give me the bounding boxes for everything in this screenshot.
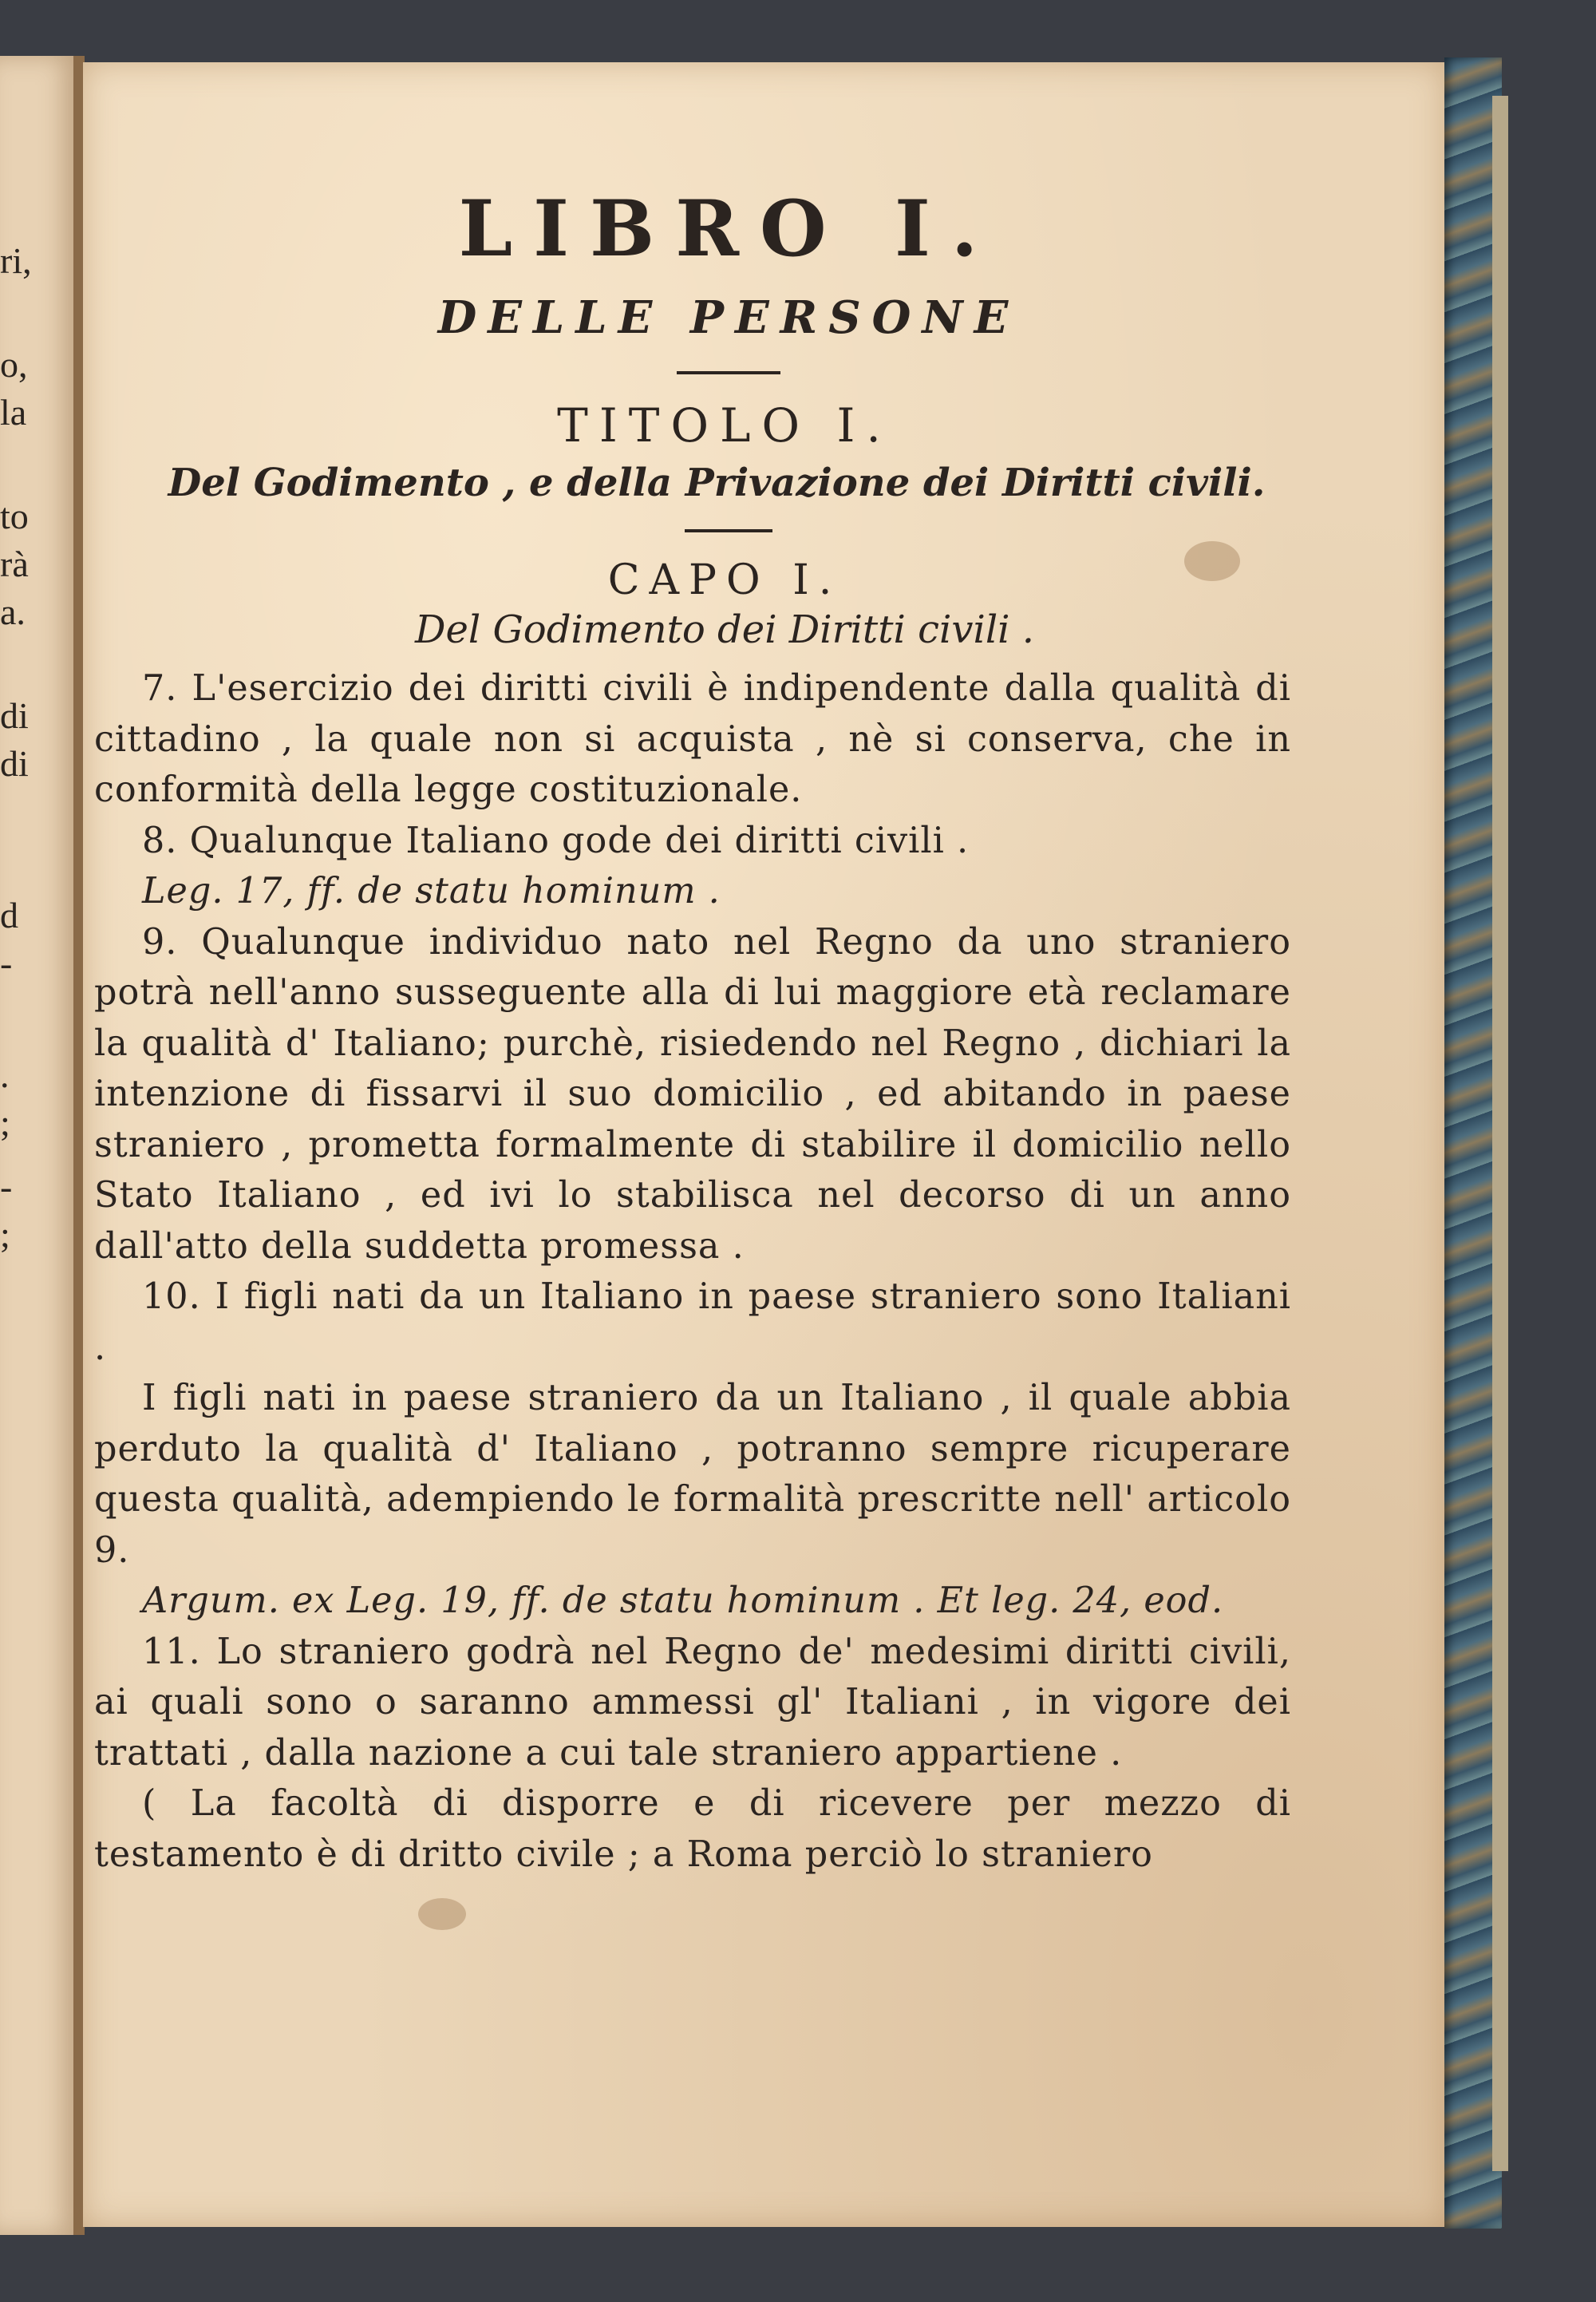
- facing-text-fragment: d: [0, 895, 18, 935]
- article-11: 11. Lo straniero godrà nel Regno de' medesimi diritti civili, ai quali sono o saranno ammessi gl' Italiani , in vigore dei trattati , dalla nazione a cui tale straniero appartiene .: [94, 1631, 1291, 1774]
- page-edge: [1492, 96, 1508, 2171]
- book-title: LIBRO I.: [458, 184, 999, 274]
- article-8-reference: Leg. 17, ff. de statu hominum .: [142, 871, 721, 912]
- book-subtitle: DELLE PERSONE: [437, 291, 1020, 344]
- foxing-spot: [418, 1898, 466, 1930]
- facing-text-fragment: a.: [0, 591, 26, 632]
- article-7: 7. L'esercizio dei diritti civili è indipendente dalla qualità di cittadino , la quale non si acquista , nè si conserva, che in conformità della legge costituzionale.: [94, 668, 1291, 810]
- facing-text-fragment: ;: [0, 1102, 10, 1143]
- facing-text-fragment: la: [0, 392, 27, 433]
- facing-text-fragment: -: [0, 1166, 13, 1207]
- facing-text-fragment: rà: [0, 544, 29, 584]
- title-subtitle: Del Godimento , e della Privazione dei Diritti civili.: [168, 461, 1266, 505]
- article-8: 8. Qualunque Italiano gode dei diritti civili .: [142, 820, 970, 861]
- facing-text-fragment: .: [0, 1054, 10, 1095]
- article-10-paragraph-2: I figli nati in paese straniero da un Italiano , il quale abbia perduto la qualità d' Italiano , potranno sempre ricuperare questa qualità, adempiendo le formalità prescritte nell' articolo 9.: [94, 1378, 1291, 1571]
- facing-text-fragment: -: [0, 943, 13, 983]
- article-9: 9. Qualunque individuo nato nel Regno da uno straniero potrà nell'anno susseguente alla di lui maggiore età reclamare la qualità d' Italiano; purchè, risiedendo nel Regno , dichiari la intenzione di fissarvi il suo domicilio , ed abitando in paese straniero , prometta formalmente di stabilire il domicilio nello Stato Italiano , ed ivi lo stabilisca nel decorso di un anno dall'atto della suddetta promessa .: [94, 921, 1291, 1267]
- chapter-heading: CAPO I.: [607, 556, 842, 604]
- page-text: [94, 184, 1291, 1880]
- facing-text-fragment: di: [0, 743, 29, 784]
- title-heading: TITOLO I.: [557, 398, 892, 453]
- divider-rule: [677, 371, 780, 374]
- chapter-subtitle: Del Godimento dei Diritti civili .: [414, 607, 1035, 652]
- facing-text-fragment: ;: [0, 1214, 10, 1255]
- facing-text-fragment: to: [0, 496, 29, 536]
- facing-text-fragment: o,: [0, 344, 28, 385]
- article-10: 10. I figli nati da un Italiano in paese straniero sono Italiani .: [94, 1276, 1291, 1368]
- facing-page: [0, 56, 78, 2235]
- facing-text-fragment: ri,: [0, 240, 32, 281]
- article-10-reference: Argum. ex Leg. 19, ff. de statu hominum . Et leg. 24, eod.: [142, 1580, 1224, 1621]
- article-11-note: ( La facoltà di disporre e di ricevere per mezzo di testamento è di dritto civile ; a Roma perciò lo straniero: [94, 1783, 1291, 1875]
- facing-text-fragment: di: [0, 695, 29, 736]
- divider-rule: [685, 529, 772, 532]
